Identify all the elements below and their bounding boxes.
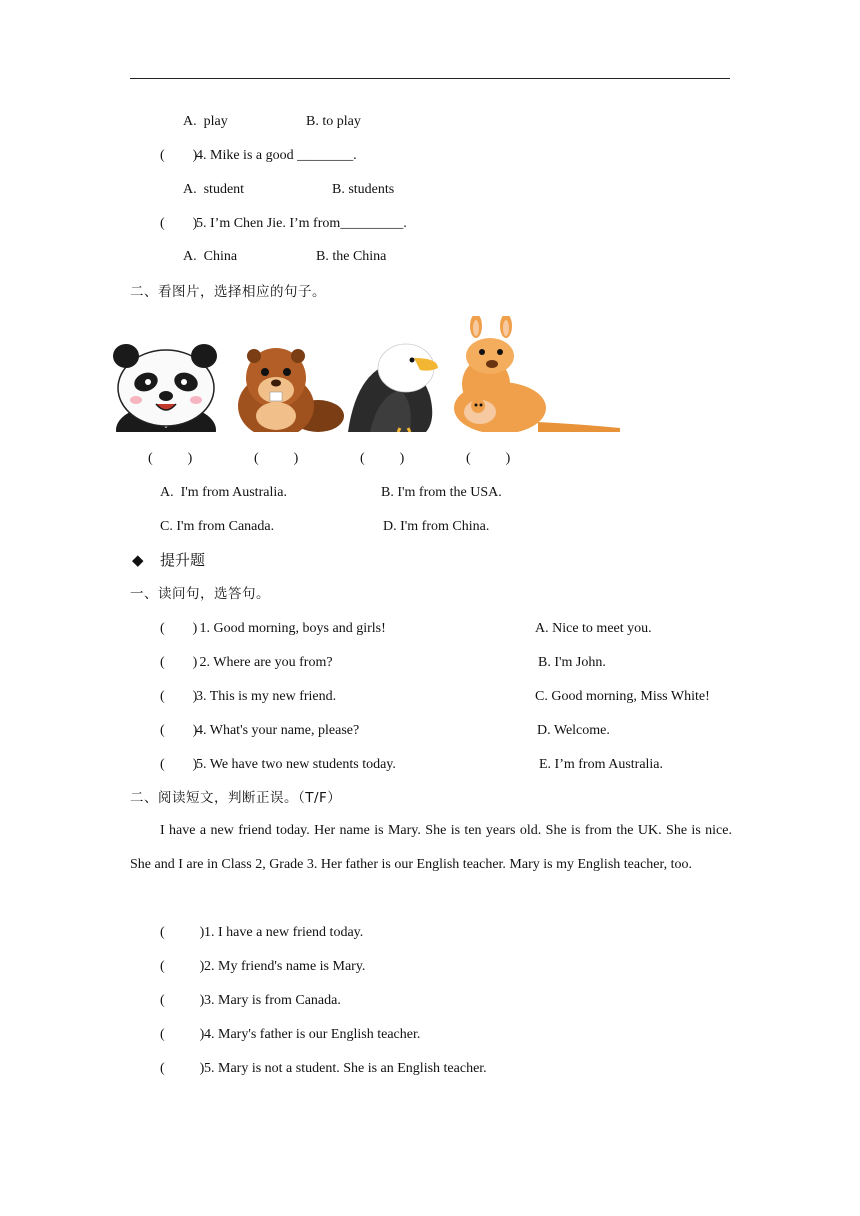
sub1-answer-b: B. I'm John.: [538, 655, 606, 670]
sub1-answer-a: A. Nice to meet you.: [535, 621, 652, 636]
sub1-q4-blank[interactable]: ( ): [160, 723, 198, 738]
tf-s5-text: 5. Mary is not a student. She is an English teacher.: [204, 1061, 487, 1076]
section2-option-c: C. I'm from Canada.: [160, 519, 275, 534]
reading-passage: I have a new friend today. Her name is Mary. She is ten years old. She is from the UK. She is nice. She and I are in Class 2, Grade 3. Her father is our English teacher. Mary is my English teacher, too.: [130, 823, 732, 872]
sub1-answer-c: C. Good morning, Miss White!: [535, 689, 710, 704]
q5-option-a: A. China: [183, 249, 238, 264]
sub1-q4-text: 4. What's your name, please?: [196, 723, 360, 738]
sub1-q2-blank[interactable]: ( ): [160, 655, 198, 670]
beaver-illustration: [238, 348, 344, 432]
sub2-heading: 二、阅读短文，判断正误。（T/F）: [130, 790, 342, 806]
sub1-answer-d: D. Welcome.: [537, 723, 610, 738]
tf-s3-text: 3. Mary is from Canada.: [204, 993, 341, 1008]
section2-option-d: D. I'm from China.: [383, 519, 490, 534]
sub1-q5-text: 5. We have two new students today.: [196, 757, 396, 772]
picture1-answer-blank[interactable]: ( ): [148, 451, 193, 466]
q5-option-b: B. the China: [316, 249, 387, 264]
sub1-q3-text: 3. This is my new friend.: [196, 689, 337, 704]
tf-s2-blank[interactable]: ( ): [160, 959, 205, 974]
q4-option-a: A. student: [183, 182, 245, 197]
section2-heading: 二、看图片，选择相应的句子。: [130, 284, 326, 300]
q5-text: 5. I’m Chen Jie. I’m from_________.: [196, 216, 407, 231]
sub1-answer-e: E. I’m from Australia.: [539, 757, 664, 772]
tf-s2-text: 2. My friend's name is Mary.: [204, 959, 366, 974]
header-rule: [130, 78, 730, 79]
sub1-q1-text: 1. Good morning, boys and girls!: [196, 621, 386, 636]
sub1-q3-blank[interactable]: ( ): [160, 689, 198, 704]
q4-option-b: B. students: [332, 182, 395, 197]
panda-illustration: [113, 344, 217, 432]
q3-option-b: B. to play: [306, 114, 361, 129]
tf-s1-text: 1. I have a new friend today.: [204, 925, 364, 940]
q4-text: 4. Mike is a good ________.: [196, 148, 357, 163]
tf-s5-blank[interactable]: ( ): [160, 1061, 205, 1076]
kangaroo-illustration: [454, 316, 620, 432]
animals-picture: [108, 316, 628, 432]
sub1-q5-blank[interactable]: ( ): [160, 757, 198, 772]
sub1-q1-blank[interactable]: ( ): [160, 621, 198, 636]
q3-option-a: A. play: [183, 114, 228, 129]
section2-option-b: B. I'm from the USA.: [381, 485, 502, 500]
advanced-title: 提升题: [160, 551, 206, 569]
tf-s4-text: 4. Mary's father is our English teacher.: [204, 1027, 421, 1042]
q4-answer-blank[interactable]: ( ): [160, 148, 198, 163]
tf-s3-blank[interactable]: ( ): [160, 993, 205, 1008]
q5-answer-blank[interactable]: ( ): [160, 216, 198, 231]
eagle-illustration: [348, 344, 438, 432]
sub1-heading: 一、读问句，选答句。: [130, 586, 270, 602]
diamond-bullet-icon: ◆: [132, 551, 144, 569]
tf-s1-blank[interactable]: ( ): [160, 925, 205, 940]
picture3-answer-blank[interactable]: ( ): [360, 451, 405, 466]
section2-option-a: A. I'm from Australia.: [160, 485, 287, 500]
sub1-q2-text: 2. Where are you from?: [196, 655, 333, 670]
tf-s4-blank[interactable]: ( ): [160, 1027, 205, 1042]
picture4-answer-blank[interactable]: ( ): [466, 451, 511, 466]
picture2-answer-blank[interactable]: ( ): [254, 451, 299, 466]
